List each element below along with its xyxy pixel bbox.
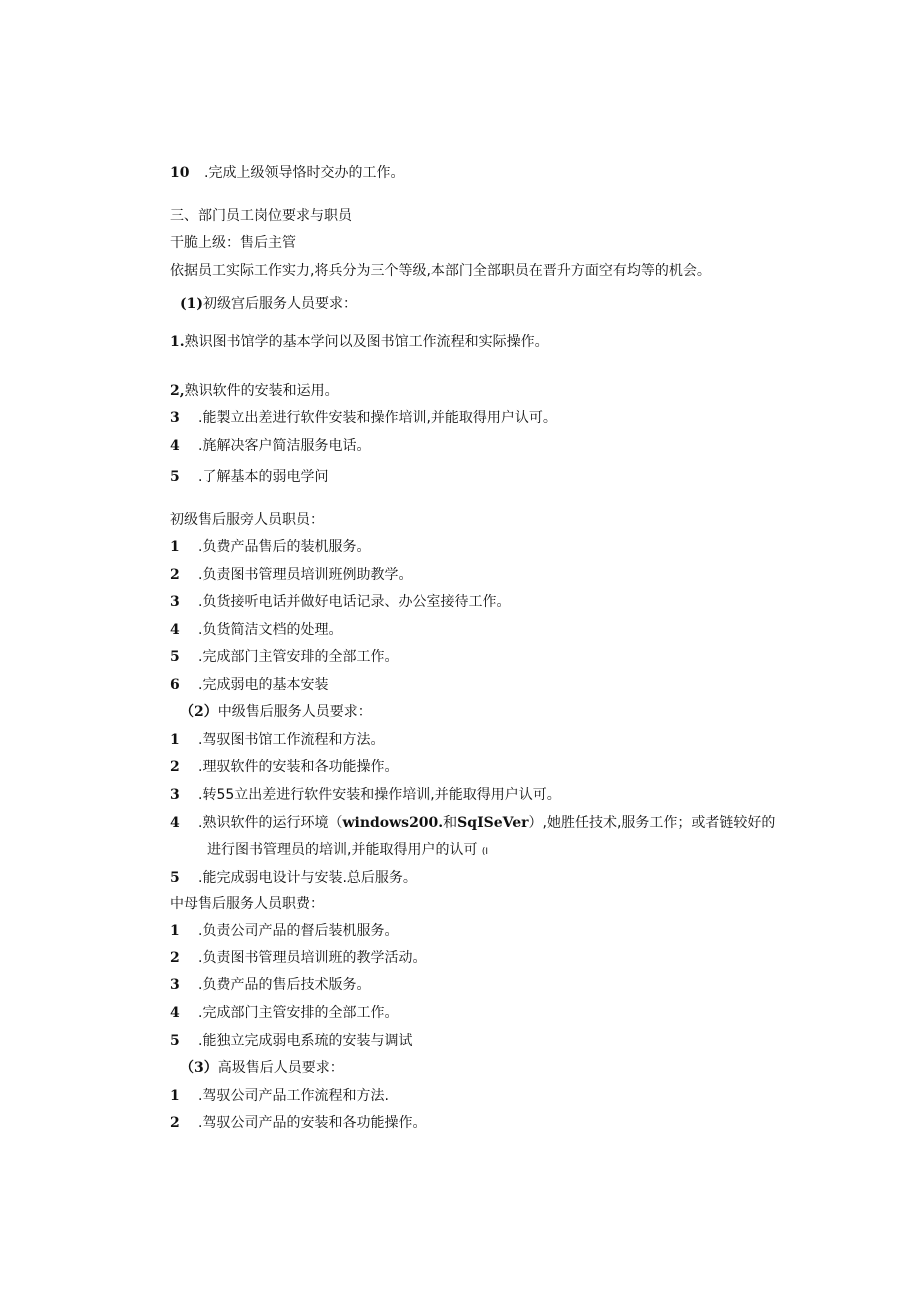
junior-req-title bbox=[180, 294, 357, 314]
item-number: 2 bbox=[170, 759, 180, 775]
mid-duty-item-3 bbox=[170, 975, 370, 995]
item-number: 1 bbox=[170, 1088, 180, 1104]
mid-duty-item-4 bbox=[170, 1003, 398, 1023]
intro-paragraph: 依据员工实际工作实力,将兵分为三个等级,本部门全部职员在晋升方面空有均等的机会。 bbox=[170, 263, 711, 279]
junior-duty-item-2 bbox=[170, 565, 412, 585]
item-number: 5 bbox=[170, 649, 180, 665]
title-text: 初级宫后服务人员要求： bbox=[203, 296, 357, 312]
junior-duty-item-6 bbox=[170, 675, 328, 695]
item-text: .旄解决客户简洁服务电话。 bbox=[198, 438, 371, 454]
item-text: .负货接听电话并做好电话记录、办公室接待工作。 bbox=[198, 594, 511, 610]
item-number: 5 bbox=[170, 1033, 180, 1049]
item-text-e: ）,她胜任技术,服务工作；或者链较好的 bbox=[528, 815, 776, 831]
item-text: .驾驭公司产品的安装和各功能操作。 bbox=[198, 1115, 427, 1131]
mid-duty-item-5 bbox=[170, 1031, 412, 1051]
item-text: .负费产品的售后技术版务。 bbox=[198, 977, 371, 993]
item-text: .理驭软件的安装和各功能操作。 bbox=[198, 759, 399, 775]
mid-duty-item-2 bbox=[170, 948, 426, 968]
item-number: 2 bbox=[170, 567, 180, 583]
junior-duty-item-1 bbox=[170, 537, 370, 557]
junior-req-item-3 bbox=[170, 408, 557, 428]
item-number: 3 bbox=[170, 787, 180, 803]
item-text: .驾驭图书馆工作流程和方法。 bbox=[198, 732, 385, 748]
item-number: 10 bbox=[170, 165, 190, 181]
section-heading: 三、部门员工岗位要求与职员 bbox=[170, 208, 352, 224]
senior-req-item-1 bbox=[170, 1086, 389, 1106]
item-number: 1 bbox=[170, 923, 180, 939]
mid-duty-title: 中母售后服务人员职费： bbox=[170, 896, 324, 912]
mid-req-item-1 bbox=[170, 730, 384, 750]
item-number: 1. bbox=[170, 334, 185, 350]
item-10 bbox=[170, 163, 404, 183]
item-text: 熟识图书馆学的基本学问以及图书馆工作流程和实际操作。 bbox=[184, 334, 549, 350]
mid-req-item-5 bbox=[170, 868, 417, 888]
senior-req-title bbox=[180, 1058, 344, 1078]
junior-duty-title: 初级售后服旁人员职员： bbox=[170, 512, 324, 528]
item-text: .完成部门主管安排的全部工作。 bbox=[198, 1005, 399, 1021]
junior-req-item-1 bbox=[170, 332, 549, 352]
item-number: 2 bbox=[170, 1115, 180, 1131]
item-text: .驾驭公司产品工作流程和方法. bbox=[198, 1088, 389, 1104]
junior-duty-item-4 bbox=[170, 620, 342, 640]
title-number: （3） bbox=[180, 1060, 218, 1076]
senior-req-item-2 bbox=[170, 1113, 426, 1133]
item-text-b: windows200. bbox=[342, 815, 444, 831]
mid-req-title bbox=[180, 702, 372, 722]
mid-req-item-4 bbox=[170, 813, 775, 833]
title-text: 高圾售后人员要求： bbox=[217, 1060, 344, 1076]
item-number: 4 bbox=[170, 622, 180, 638]
item-text: .负责公司产品的督后装机服务。 bbox=[198, 923, 399, 939]
item-text: .完成部门主管安琲的全部工作。 bbox=[198, 649, 399, 665]
junior-req-item-2 bbox=[170, 381, 339, 401]
mid-req-item-4-continued bbox=[207, 840, 488, 862]
item-text-mark: (I bbox=[481, 847, 489, 857]
item-text-c: 和 bbox=[443, 815, 458, 831]
item-text: .完成弱电的基本安装 bbox=[198, 677, 329, 693]
item-number: 1 bbox=[170, 539, 180, 555]
item-text: .能製立出差进行软件安装和操作培训,并能取得用户认可。 bbox=[198, 410, 557, 426]
item-text: .转55立出差进行软件安装和操作培训,并能取得用户认可。 bbox=[198, 787, 561, 803]
title-text: 中级售后服务人员要求： bbox=[217, 704, 372, 720]
item-number: 2, bbox=[170, 383, 185, 399]
item-number: 2 bbox=[170, 950, 180, 966]
item-text: .负责图书管理员培训班的教学活动。 bbox=[198, 950, 427, 966]
item-number: 4 bbox=[170, 1005, 180, 1021]
junior-duty-item-5 bbox=[170, 647, 398, 667]
item-text: .了解基本的弱电学问 bbox=[198, 469, 329, 485]
item-number: 5 bbox=[170, 870, 180, 886]
junior-req-item-4 bbox=[170, 436, 370, 456]
junior-req-item-5 bbox=[170, 467, 328, 487]
mid-duty-item-1 bbox=[170, 921, 398, 941]
item-number: 5 bbox=[170, 469, 180, 485]
item-number: 3 bbox=[170, 977, 180, 993]
item-number: 1 bbox=[170, 732, 180, 748]
superior-line: 干脆上级：售后主管 bbox=[170, 235, 296, 251]
title-number: （2） bbox=[180, 704, 218, 720]
mid-req-item-2 bbox=[170, 757, 398, 777]
item-text: 熟识软件的安装和运用。 bbox=[184, 383, 339, 399]
mid-req-item-3 bbox=[170, 785, 561, 805]
item-number: 6 bbox=[170, 677, 180, 693]
item-text: .能完成弱电设计与安装.总后服务。 bbox=[198, 870, 417, 886]
item-text-d: SqISeVer bbox=[457, 815, 529, 831]
item-text: .负费产品售后的装机服务。 bbox=[198, 539, 371, 555]
item-text-a: .熟识软件的运行环境（ bbox=[198, 815, 343, 831]
item-text-cont: 进行图书管理员的培训,并能取得用户的认可 bbox=[207, 842, 478, 858]
item-text: .完成上级领导恪时交办的工作。 bbox=[204, 165, 405, 181]
item-number: 3 bbox=[170, 594, 180, 610]
item-number: 4 bbox=[170, 815, 180, 831]
junior-duty-item-3 bbox=[170, 592, 510, 612]
item-text: .负货简洁文档的处理。 bbox=[198, 622, 343, 638]
item-text: .负责图书管理员培训班例助教学。 bbox=[198, 567, 413, 583]
item-number: 3 bbox=[170, 410, 180, 426]
item-number: 4 bbox=[170, 438, 180, 454]
item-text: .能独立完成弱电系琉的安装与调试 bbox=[198, 1033, 413, 1049]
title-number: (1) bbox=[180, 296, 203, 312]
